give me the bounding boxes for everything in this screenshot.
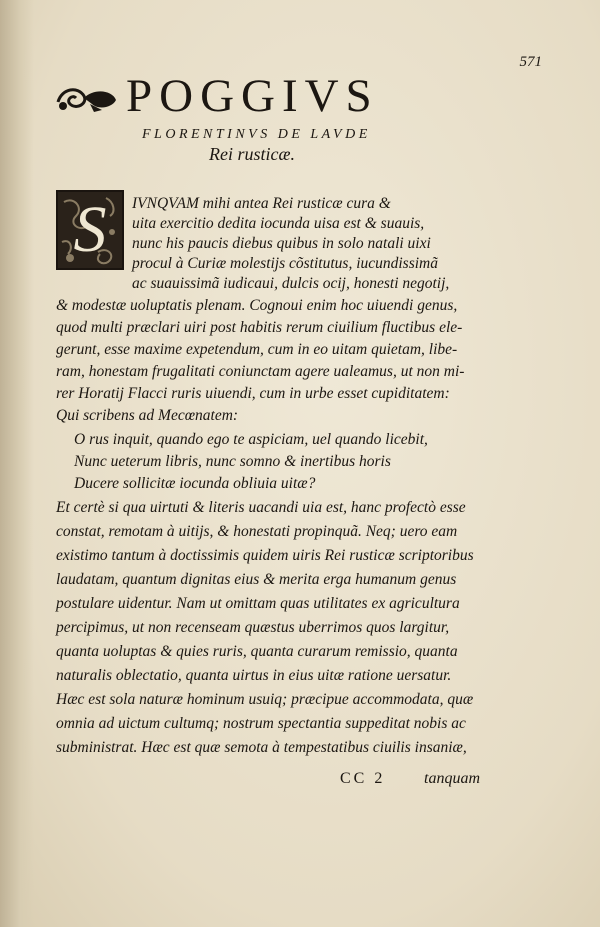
text-line: Et certè si qua uirtuti & literis uacandi uia est, hanc profectò esse xyxy=(56,499,466,516)
text-line: naturalis oblectatio, quanta uirtus in eius uitæ ratione uersatur. xyxy=(56,667,452,684)
text-line: uita exercitio dedita iocunda uisa est & suauis, xyxy=(132,215,425,232)
text-line: ram, honestam frugalitati coniunctam agere ualeamus, ut non mi- xyxy=(56,363,465,380)
text-line: subministrat. Hæc est quæ semota à tempestatibus ciuilis insaniæ, xyxy=(56,739,467,756)
text-line: ac suauissimã iudicaui, dulcis ocij, honesti negotij, xyxy=(132,275,450,292)
text-line: gerunt, esse maxime expetendum, cum in eo uitam quietam, libe- xyxy=(56,341,458,358)
page-number: 571 xyxy=(519,54,542,70)
text-line: quod multi præclari uiri post habitis rerum ciuilium fluctibus ele- xyxy=(56,319,463,336)
text-line: nunc his paucis diebus quibus in solo natali uixi xyxy=(132,235,431,252)
verse-line: Nunc ueterum libris, nunc somno & inertibus horis xyxy=(74,453,391,470)
text-line: procul à Curiæ molestijs cõstitutus, iucundissimã xyxy=(132,255,438,272)
signature-mark: CC 2 xyxy=(340,770,386,787)
verse-line: Ducere sollicitæ iocunda obliuia uitæ? xyxy=(74,475,316,492)
text-line: rer Horatij Flacci ruris uiuendi, cum in urbe esset cupiditatem: xyxy=(56,385,450,402)
decorated-initial xyxy=(56,190,124,270)
text-line: Qui scribens ad Mecœnatem: xyxy=(56,407,239,424)
text-line: omnia ad uictum cultumq; nostrum spectantia suppeditat nobis ac xyxy=(56,715,466,732)
text-line: Hæc est sola naturæ hominum usuiq; præcipue accommodata, quæ xyxy=(56,691,474,708)
text-line: existimo tantum à doctissimis quidem uiris Rei rusticæ scriptoribus xyxy=(56,547,474,564)
page-subtitle-2: Rei rusticæ. xyxy=(209,144,295,164)
catchword: tanquam xyxy=(424,770,480,787)
fleuron-ornament-icon xyxy=(54,80,120,116)
text-line: & modestæ uoluptatis plenam. Cognoui enim hoc uiuendi genus, xyxy=(56,297,458,314)
page-subtitle: FLORENTINVS DE LAVDE xyxy=(142,127,371,142)
text-line: quanta uoluptas & quies ruris, quanta curarum remissio, quanta xyxy=(56,643,458,660)
text-line: postulare uidentur. Nam ut omittam quas utilitates ex agricultura xyxy=(56,595,460,612)
page-gutter-shadow xyxy=(0,0,34,927)
text-line: constat, remotam à uitijs, & honestati propinquã. Neq; uero eam xyxy=(56,523,458,540)
page-title: POGGIVS xyxy=(126,70,379,122)
text-line: laudatam, quantum dignitas eius & merita erga humanum genus xyxy=(56,571,457,588)
initial-letter: S xyxy=(73,193,107,266)
text-line: percipimus, ut non recenseam quæstus uberrimos quos largitur, xyxy=(56,619,450,636)
text-line: IVNQVAM mihi antea Rei rusticæ cura & xyxy=(132,195,391,212)
verse-line: O rus inquit, quando ego te aspiciam, uel quando licebit, xyxy=(74,431,428,448)
